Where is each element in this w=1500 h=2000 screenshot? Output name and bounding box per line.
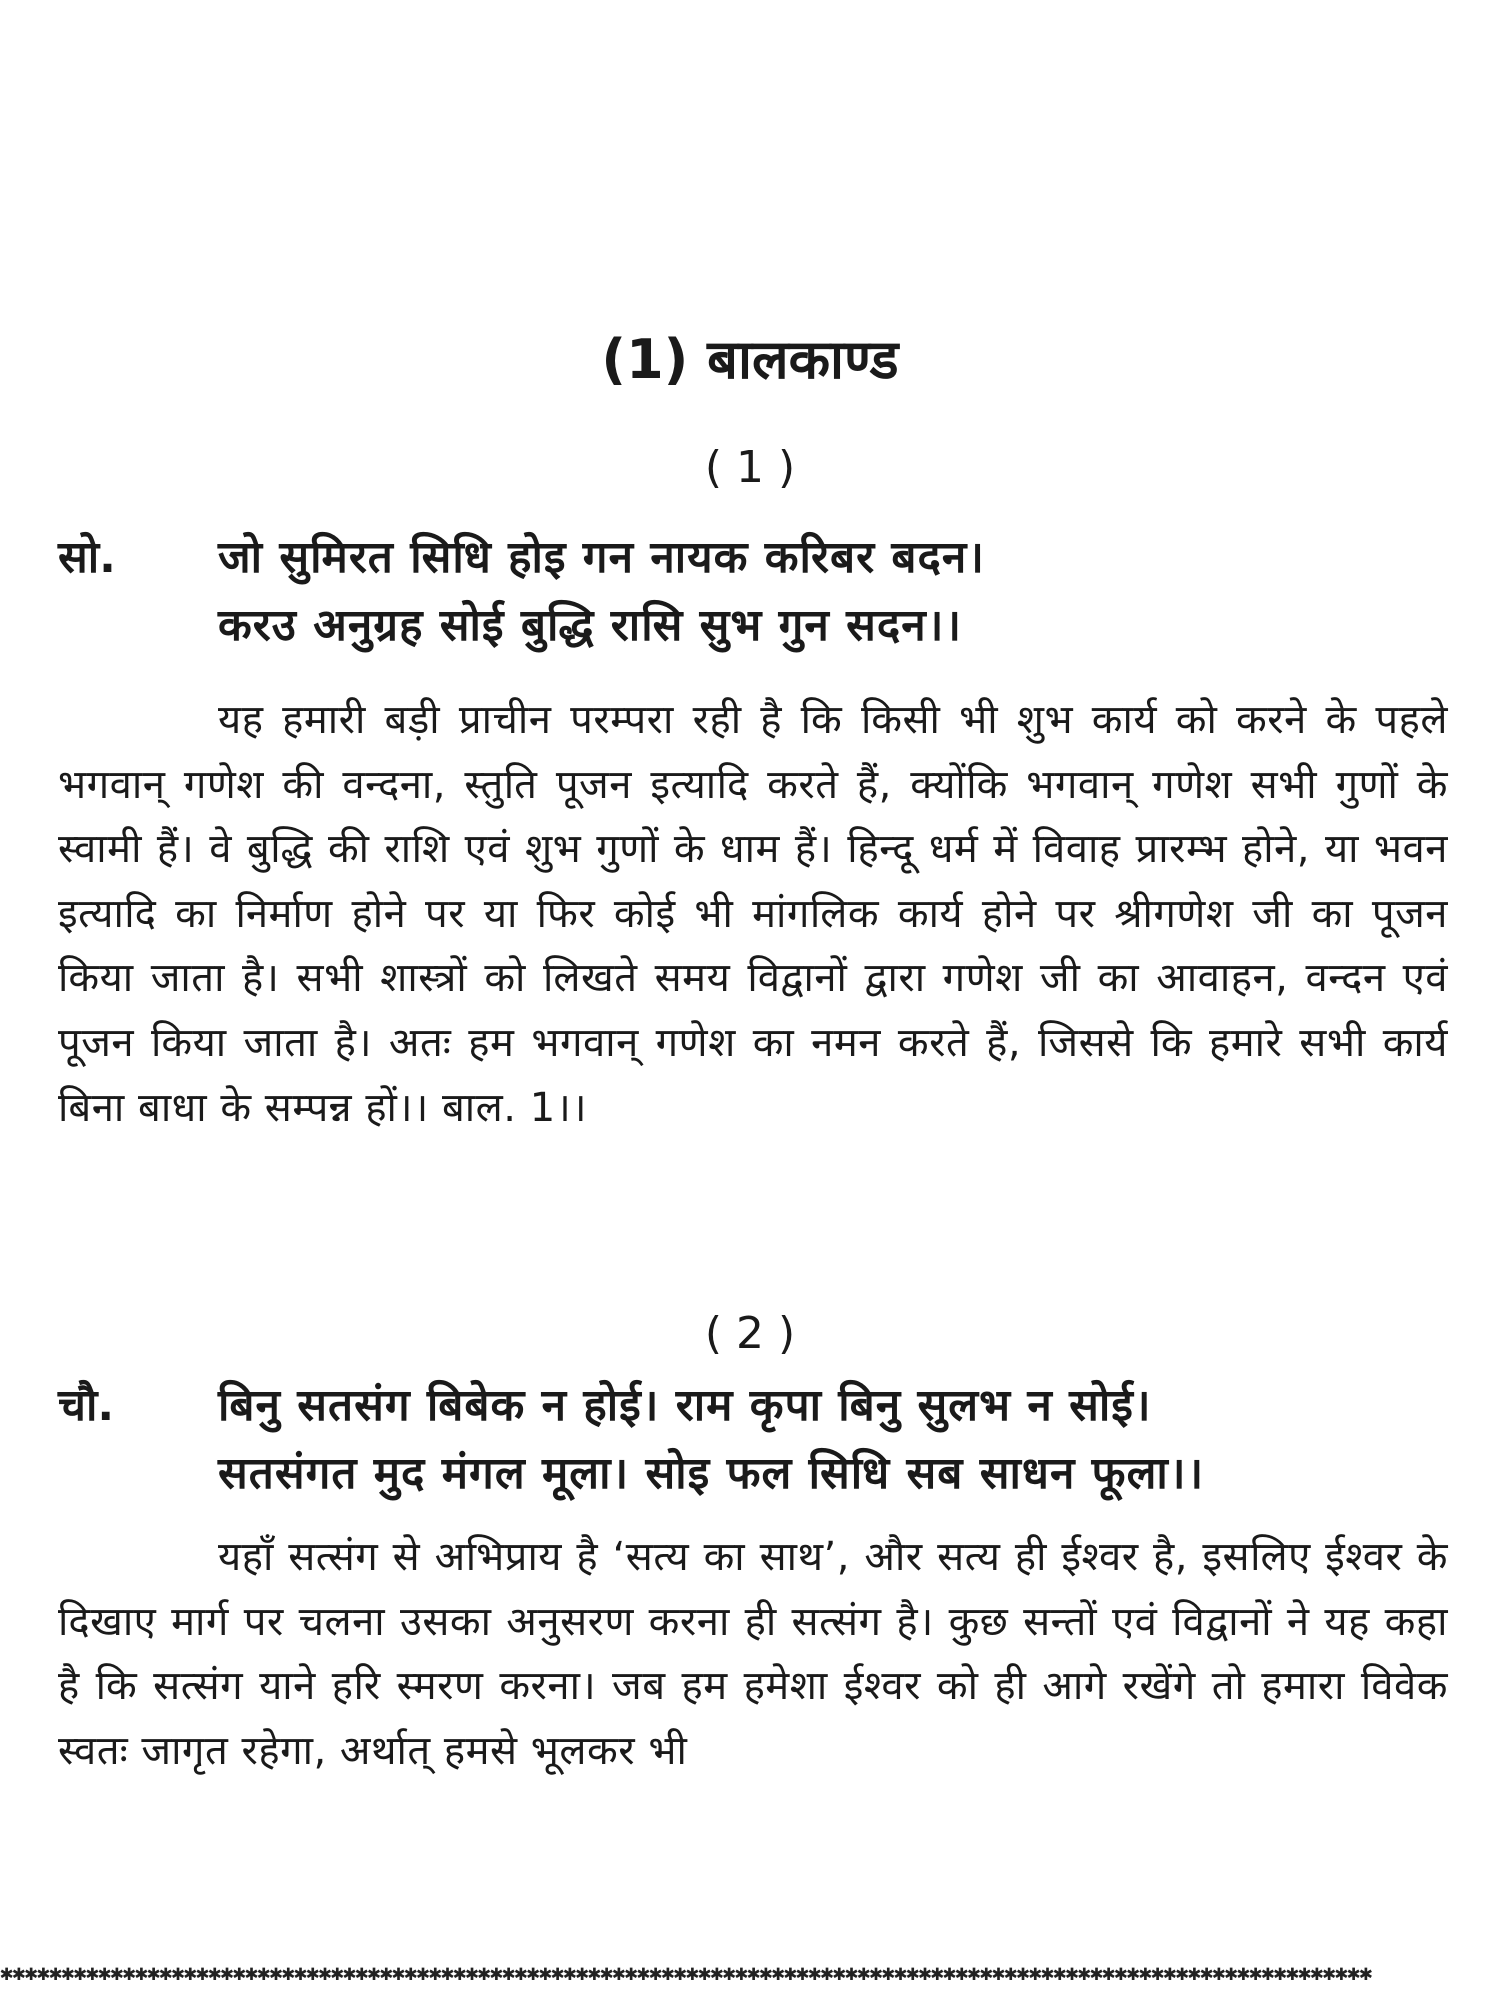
verse-block-2 [58, 1372, 1458, 1512]
verse-line: सतसंगत मुद मंगल मूला। सोइ फल सिधि सब साधन फूला।। [218, 1448, 1205, 1499]
verse-lines-1 [218, 524, 1458, 660]
verse-block-1 [58, 524, 1458, 664]
verse-label-chaupai: चौ. [58, 1380, 115, 1431]
verse-lines-2 [218, 1372, 1458, 1508]
verse-line: बिनु सतसंग बिबेक न होई। राम कृपा बिनु सुलभ न सोई। [218, 1380, 1152, 1431]
verse-line: करउ अनुग्रह सोई बुद्धि रासि सुभ गुन सदन।। [218, 600, 963, 651]
decorative-border: ✱✱✱✱✱✱✱✱✱✱✱✱✱✱✱✱✱✱✱✱✱✱✱✱✱✱✱✱✱✱✱✱✱✱✱✱✱✱✱✱✱✱✱✱✱✱✱✱✱✱✱✱✱✱✱✱✱✱✱✱✱✱✱✱✱✱✱✱✱✱✱✱✱✱✱✱✱✱✱✱✱✱✱✱✱✱✱✱✱✱✱✱✱✱✱✱✱✱✱✱✱✱✱✱✱✱✱✱✱✱✱✱ [0, 1962, 1372, 1986]
commentary-paragraph-1: यह हमारी बड़ी प्राचीन परम्परा रही है कि किसी भी शुभ कार्य को करने के पहले भगवान् गणेश की वन्दना, स्तुति पूजन इत्यादि करते हैं, क्योंकि भगवान् गणेश सभी गुणों के स्वामी हैं। वे बुद्धि की राशि एवं शुभ गुणों के धाम हैं। हिन्दू धर्म में विवाह प्रारम्भ होने, या भवन इत्यादि का निर्माण होने पर या फिर कोई भी मांगलिक कार्य होने पर श्रीगणेश जी का पूजन किया जाता है। सभी शास्त्रों को लिखते समय विद्वानों द्वारा गणेश जी का आवाहन, वन्दन एवं पूजन किया जाता है। अतः हम भगवान् गणेश का नमन करते हैं, जिससे कि हमारे सभी कार्य बिना बाधा के सम्पन्न हों।। बाल. 1।। [58, 697, 1448, 1131]
chapter-title: (1) बालकाण्ड [601, 328, 899, 391]
section-number-1: ( 1 ) [704, 442, 796, 493]
commentary-paragraph-2: यहाँ सत्संग से अभिप्राय है ‘सत्य का साथ’, और सत्य ही ईश्वर है, इसलिए ईश्वर के दिखाए मार्ग पर चलना उसका अनुसरण करना ही सत्संग है। कुछ सन्तों एवं विद्वानों ने यह कहा है कि सत्संग याने हरि स्मरण करना। जब हम हमेशा ईश्वर को ही आगे रखेंगे तो हमारा विवेक स्वतः जागृत रहेगा, अर्थात् हमसे भूलकर भी [58, 1534, 1448, 1774]
section-number-2: ( 2 ) [704, 1308, 796, 1359]
verse-label-soratha: सो. [58, 532, 116, 583]
verse-line: जो सुमिरत सिधि होइ गन नायक करिबर बदन। [218, 532, 985, 583]
